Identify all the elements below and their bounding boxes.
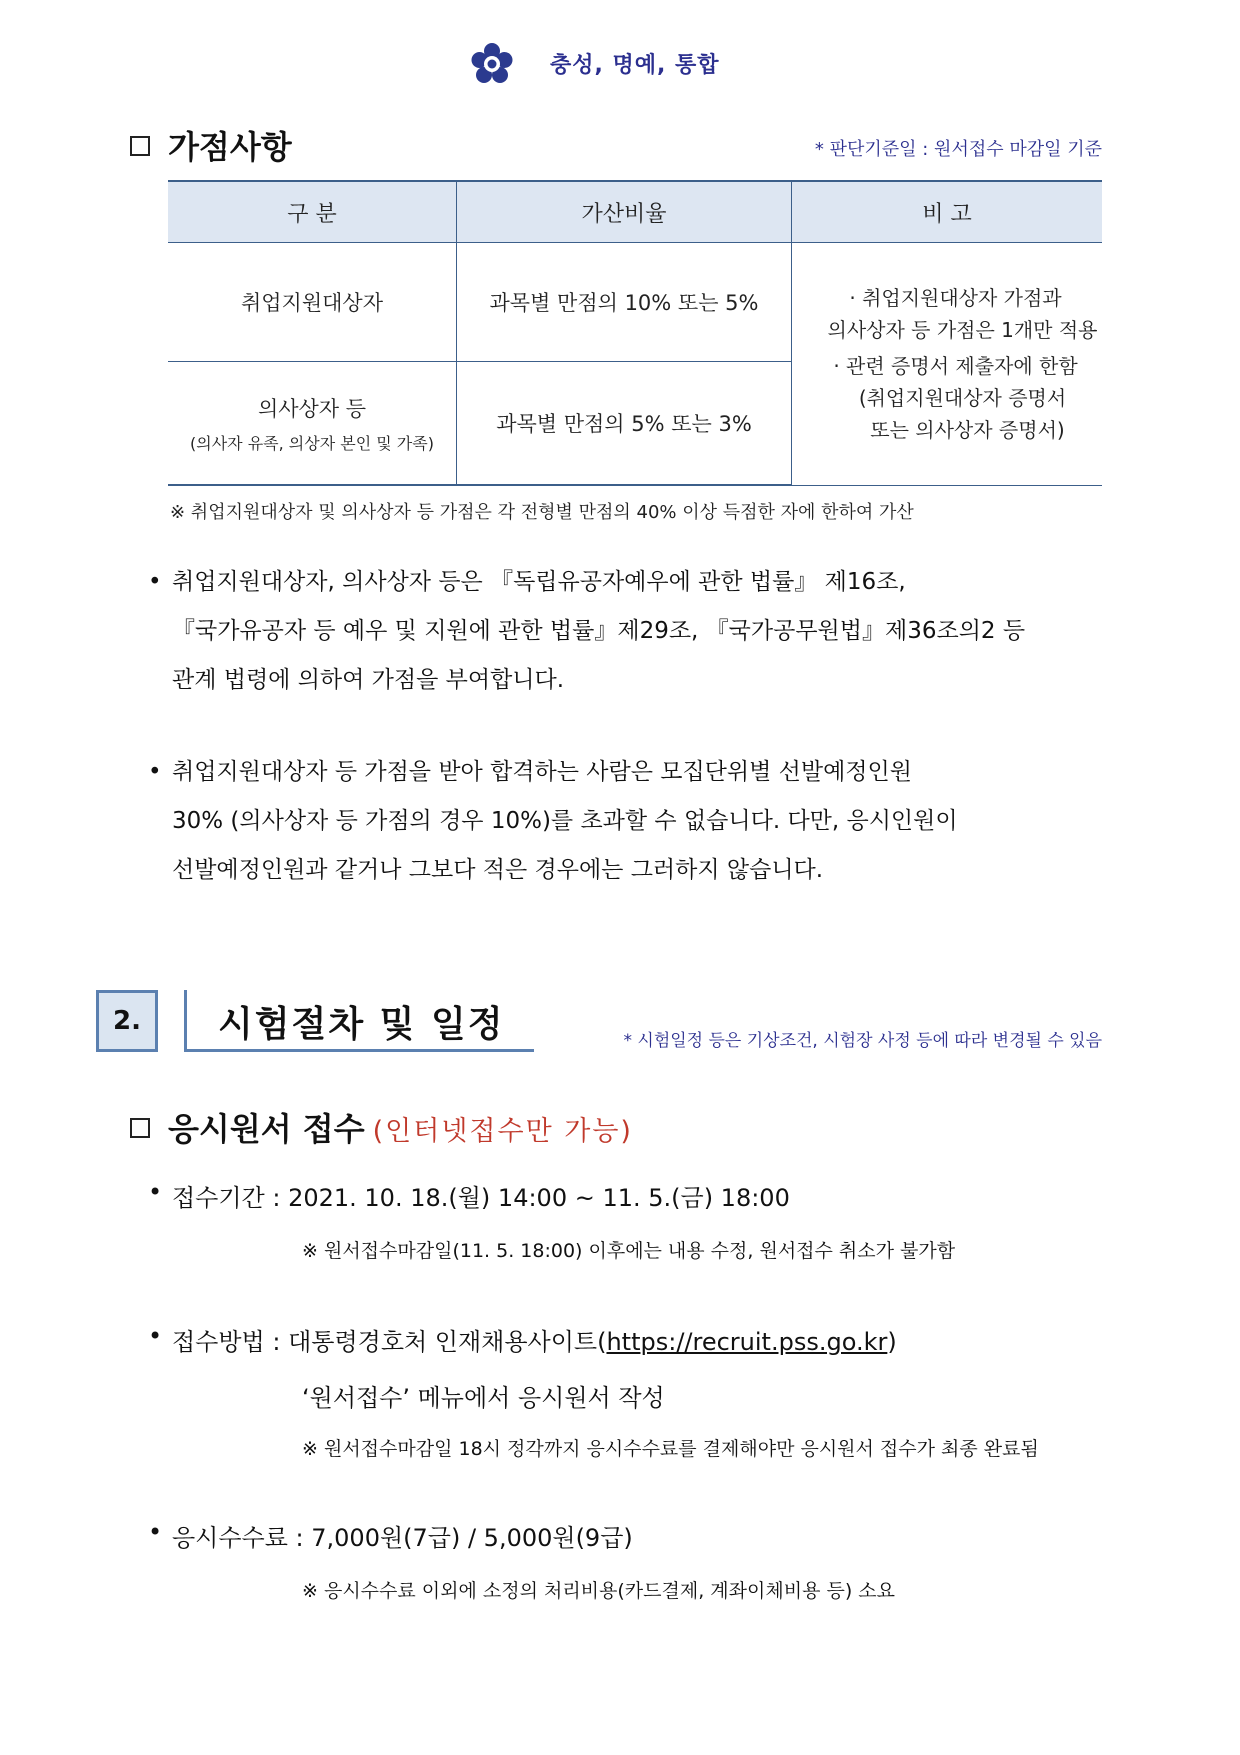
paragraph-line: 선발예정인원과 같거나 그보다 적은 경우에는 그러하지 않습니다. xyxy=(172,857,824,883)
paragraph-line: 취업지원대상자 등 가점을 받아 합격하는 사람은 모집단위별 선발예정인원 xyxy=(172,759,912,785)
bonus-basis-note: * 판단기준일 : 원서접수 마감일 기준 xyxy=(814,139,1102,160)
method-line2: ‘원서접수’ 메뉴에서 응시원서 작성 xyxy=(302,1384,665,1412)
period-text: 접수기간 : 2021. 10. 18.(월) 14:00 ~ 11. 5.(금) 18:00 xyxy=(172,1184,790,1212)
bullet-dot-icon: • xyxy=(148,1178,163,1206)
method-text: 접수방법 : 대통령경호처 인재채용사이트( xyxy=(172,1328,607,1356)
checkbox-square-icon xyxy=(130,136,150,156)
row-category xyxy=(168,243,457,362)
period-note: ※ 원서접수마감일(11. 5. 18:00) 이후에는 내용 수정, 원서접수 취소가 불가함 xyxy=(302,1240,956,1262)
application-title: 응시원서 접수 xyxy=(168,1110,365,1148)
table-row xyxy=(168,243,1102,362)
remark-line: 의사상자 등 가점은 1개만 적용 xyxy=(827,317,1098,342)
motto: 충성, 명예, 통합 xyxy=(550,53,720,78)
paragraph-line: 30% (의사상자 등 가점의 경우 10%)를 초과할 수 없습니다. 다만, 응시인원이 xyxy=(172,808,958,834)
schedule-change-note: * 시험일정 등은 기상조건, 시험장 사정 등에 따라 변경될 수 있음 xyxy=(623,1031,1102,1051)
remark-cell xyxy=(792,243,1103,486)
table-header-row xyxy=(168,181,1102,243)
table-footnote: ※ 취업지원대상자 및 의사상자 등 가점은 각 전형별 만점의 40% 이상 득점한 자에 한하여 가산 xyxy=(170,502,914,523)
application-heading xyxy=(130,1104,633,1150)
header-remark: 비 고 xyxy=(792,181,1103,243)
bullet-dot-icon: • xyxy=(148,759,162,785)
category-label: 취업지원대상자 xyxy=(240,291,383,315)
section-title: 시험절차 및 일정 xyxy=(218,1004,505,1045)
application-title-note: (인터넷접수만 가능) xyxy=(372,1116,633,1147)
header-category: 구 분 xyxy=(168,181,457,243)
section-number: 2. xyxy=(96,990,158,1052)
bonus-table xyxy=(168,180,1102,486)
fee-text: 응시수수료 : 7,000원(7급) / 5,000원(9급) xyxy=(172,1524,633,1552)
bullet-paragraph xyxy=(148,558,1117,705)
fee-note: ※ 응시수수료 이외에 소정의 처리비용(카드결제, 계좌이체비용 등) 소요 xyxy=(302,1580,895,1602)
remark-line: 또는 의사상자 증명서) xyxy=(870,417,1065,442)
paragraph-line: 취업지원대상자, 의사상자 등은 『독립유공자예우에 관한 법률』 제16조, xyxy=(172,569,906,595)
row-rate: 과목별 만점의 10% 또는 5% xyxy=(457,243,792,362)
remark-line: (취업지원대상자 증명서 xyxy=(858,385,1067,410)
bullet-dot-icon: • xyxy=(148,1322,163,1350)
application-fee xyxy=(148,1518,633,1553)
bonus-title: 가점사항 xyxy=(168,128,292,166)
paragraph-line: 관계 법령에 의하여 가점을 부여합니다. xyxy=(172,667,565,693)
bullet-dot-icon: • xyxy=(148,1518,163,1546)
paragraph-line: 『국가유공자 등 예우 및 지원에 관한 법률』제29조, 『국가공무원법』제36조의2 등 xyxy=(172,618,1026,644)
row-rate: 과목별 만점의 5% 또는 3% xyxy=(457,362,792,486)
remark-line: · 취업지원대상자 가점과 xyxy=(849,285,1062,310)
header-rate: 가산비율 xyxy=(457,181,792,243)
application-period xyxy=(148,1178,790,1213)
category-sublabel: (의사자 유족, 의상자 본인 및 가족) xyxy=(190,433,434,453)
bullet-dot-icon: • xyxy=(148,569,162,595)
emblem-logo-icon xyxy=(470,42,514,86)
method-suffix: ) xyxy=(887,1328,897,1356)
bonus-heading xyxy=(130,122,292,168)
category-label: 의사상자 등 xyxy=(257,396,367,421)
bullet-paragraph xyxy=(148,748,1117,895)
recruit-site-link[interactable]: https://recruit.pss.go.kr xyxy=(606,1328,888,1356)
method-note: ※ 원서접수마감일 18시 정각까지 응시수수료를 결제해야만 응시원서 접수가 최종 완료됨 xyxy=(302,1438,1039,1460)
row-category xyxy=(168,362,457,486)
remark-line: · 관련 증명서 제출자에 한함 xyxy=(833,353,1078,378)
checkbox-square-icon xyxy=(130,1118,150,1138)
application-method xyxy=(148,1322,897,1357)
